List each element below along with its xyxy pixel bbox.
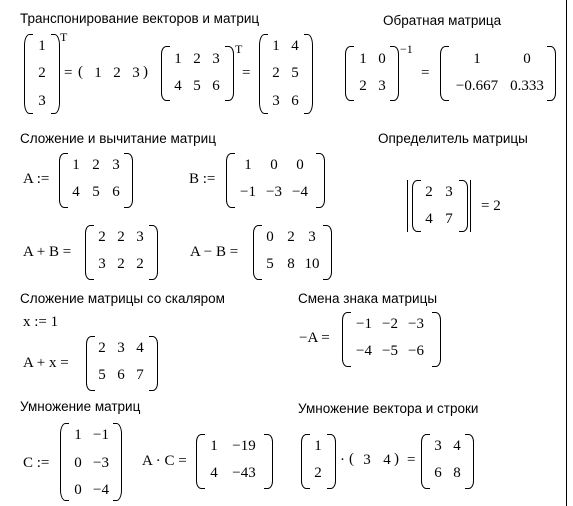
matrix-cell: 3 [363,452,371,468]
matrix-cell: −1 [240,184,256,200]
matrix-cell: 1 [74,427,82,443]
heading-transpose: Транспонирование векторов и матриц [20,11,260,26]
assign-x: x := 1 [23,314,59,330]
right-paren [149,336,158,391]
matrix-cell: 5 [92,184,100,200]
expr-A-dot-C: A · C = [142,453,187,469]
inverse-superscript: −1 [400,42,413,56]
matrix-cell: 4 [383,452,391,468]
matrix-cell: −6 [408,343,424,359]
matrix-cell: 1 [38,38,46,54]
expr-A-plus-B: A + B = [23,244,72,260]
matrix-cell: −1 [356,316,372,332]
matrix-cell: 0 [266,229,274,245]
matrix-cell: 3 [434,438,442,454]
matrix-cell: −4 [356,343,372,359]
matrix-cell: 4 [136,340,144,356]
right-paren [465,434,474,489]
matrix-cell: 3 [272,93,280,109]
matrix-cell: 1 [314,438,322,454]
matrix-cell: 2 [98,340,106,356]
right-paren [459,180,468,232]
right-paren [225,46,234,101]
matrix-cell: 2 [136,256,144,272]
equals-sign: = [242,65,251,81]
matrix-cell: 2 [98,229,106,245]
matrix-cell: 0 [74,482,82,498]
row-open-paren: ( [78,64,83,80]
equals-sign: = [64,65,73,81]
matrix-cell: −19 [232,438,256,454]
matrix-cell: 6 [117,367,125,383]
right-paren [264,434,273,489]
matrix-cell: 2 [287,229,295,245]
matrix-cell: 7 [445,211,453,227]
right-paren [124,153,133,208]
matrix-cell: 6 [434,465,442,481]
matrix-cell: 1 [359,51,367,67]
matrix-cell: 5 [193,78,201,94]
heading-inverse: Обратная матрица [383,13,502,28]
right-paren [304,34,313,114]
assign-C: C := [23,455,50,471]
matrix-cell: 2 [193,51,201,67]
matrix-cell: 6 [291,93,299,109]
matrix-cell: 5 [266,256,274,272]
matrix-cell: 3 [98,256,106,272]
det-bar-right [470,180,471,232]
matrix-cell: 2 [314,465,322,481]
matrix-cell: 0 [378,51,386,67]
matrix-cell: 2 [272,65,280,81]
right-paren [149,225,158,280]
dot-operator: · [340,452,345,468]
matrix-cell: 3 [378,78,386,94]
matrix-cell: 7 [136,367,144,383]
matrix-cell: −4 [93,482,109,498]
matrix-cell: 2 [117,256,125,272]
right-paren [113,423,122,501]
matrix-cell: 1 [244,157,252,173]
matrix-cell: 0 [296,157,304,173]
left-paren [226,153,235,208]
matrix-cell: 3 [308,229,316,245]
equals-sign: = [421,65,430,81]
right-paren [327,434,336,489]
right-paren [323,225,332,280]
expr-A-minus-B: A − B = [190,244,239,260]
matrix-cell: 8 [453,465,461,481]
matrix-cell: 3 [445,184,453,200]
matrix-cell: 4 [425,211,433,227]
transpose-superscript: T [235,42,243,56]
matrix-cell: 3 [212,51,220,67]
matrix-cell: 5 [98,367,106,383]
matrix-cell: 1 [174,51,182,67]
matrix-cell: 4 [291,38,299,54]
left-paren [342,312,351,367]
row-open-paren: ( [349,451,354,467]
matrix-cell: 2 [92,157,100,173]
matrix-cell: 0 [74,455,82,471]
matrix-cell: 3 [38,93,46,109]
heading-negate: Смена знака матрицы [298,291,438,306]
matrix-cell: 4 [72,184,80,200]
matrix-cell: −43 [232,465,256,481]
matrix-cell: 3 [132,65,140,81]
matrix-cell: 2 [117,229,125,245]
matrix-cell: 1 [210,438,218,454]
matrix-cell: 3 [136,229,144,245]
matrix-cell: 6 [212,78,220,94]
assign-B: B := [189,171,216,187]
right-paren [316,153,325,208]
row-close-paren: ) [394,451,399,467]
matrix-cell: 6 [112,184,120,200]
matrix-cell: 3 [112,157,120,173]
matrix-cell: 1 [272,38,280,54]
matrix-cell: 2 [425,184,433,200]
matrix-cell: −3 [408,316,424,332]
heading-multiply: Умножение матриц [20,399,141,414]
matrix-cell: 1 [473,51,481,67]
matrix-cell: −2 [382,316,398,332]
matrix-cell: −1 [93,427,109,443]
matrix-cell: 4 [453,438,461,454]
matrix-cell: 5 [291,65,299,81]
matrix-cell: 2 [38,65,46,81]
right-paren [51,34,60,114]
matrix-cell: 0 [523,51,531,67]
matrix-cell: −3 [93,455,109,471]
matrix-cell: −5 [382,343,398,359]
assign-A: A := [23,171,50,187]
row-close-paren: ) [143,64,148,80]
expr-A-plus-x: A + x = [23,355,69,371]
right-paren [390,46,399,101]
matrix-cell: 8 [287,256,295,272]
transpose-superscript: T [60,30,68,44]
right-paren [547,46,556,101]
matrix-cell: 0.333 [510,78,544,94]
det-bar-left [407,180,408,232]
matrix-cell: 1 [72,157,80,173]
heading-vecrow: Умножение вектора и строки [298,401,479,416]
det-result: = 2 [481,198,501,214]
matrix-cell: 1 [94,65,102,81]
matrix-cell: 10 [304,256,320,272]
matrix-cell: 2 [113,65,121,81]
heading-determinant: Определитель матрицы [378,131,528,146]
heading-scalar: Сложение матрицы со скаляром [20,291,225,306]
right-paren [432,312,441,367]
matrix-cell: −3 [266,184,282,200]
matrix-cell: 4 [210,465,218,481]
expr-neg-A: −A = [299,330,330,346]
equals-sign: = [407,452,416,468]
matrix-cell: 3 [117,340,125,356]
matrix-cell: −4 [292,184,308,200]
heading-addsub: Сложение и вычитание матриц [20,131,216,146]
matrix-cell: 2 [359,78,367,94]
matrix-cell: −0.667 [455,78,499,94]
matrix-cell: 4 [174,78,182,94]
matrix-cell: 0 [270,157,278,173]
